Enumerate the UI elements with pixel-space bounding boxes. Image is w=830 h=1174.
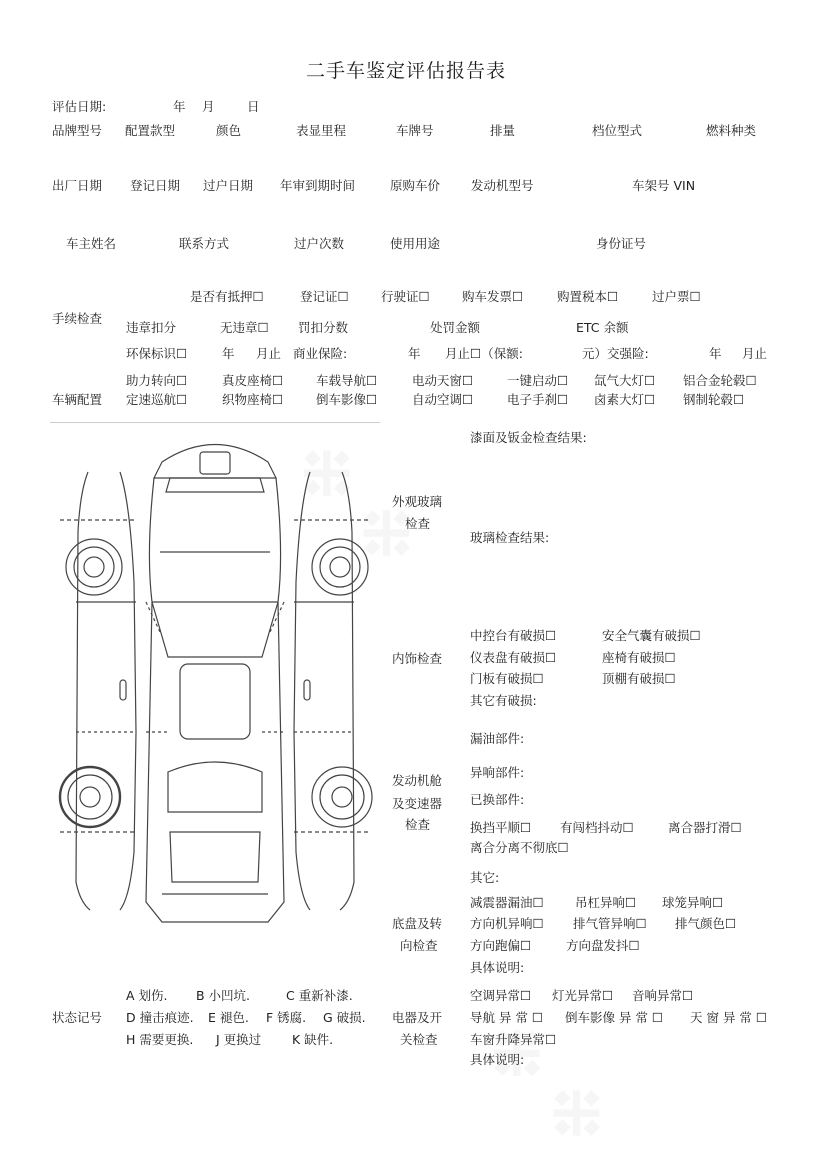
field-owner-name: 车主姓名 <box>66 236 117 251</box>
checkbox-steel-wheel[interactable]: 钢制轮毂☐ <box>683 392 745 407</box>
glass-result-label: 玻璃检查结果: <box>470 530 550 545</box>
checkbox-auto-ac[interactable]: 自动空调☐ <box>412 392 474 407</box>
field-usage: 使用用途 <box>390 236 441 251</box>
checkbox-nav-abnormal[interactable]: 导航 异 常 ☐ <box>470 1010 544 1025</box>
field-config: 配置款型 <box>125 123 176 138</box>
status-mark-k: K 缺件. <box>292 1032 334 1047</box>
etc-balance: ETC 余额 <box>576 320 629 335</box>
status-label: 状态记号 <box>52 1010 103 1025</box>
checkbox-shift-shake[interactable]: 有闯档抖动☐ <box>560 820 634 835</box>
field-register-date: 登记日期 <box>130 178 181 193</box>
checkbox-suspension-noise[interactable]: 吊杠异响☐ <box>575 895 637 910</box>
date-label: 评估日期: <box>52 99 107 114</box>
field-original-price: 原购车价 <box>390 178 441 193</box>
status-mark-f: F 锈腐. <box>266 1010 307 1025</box>
checkbox-steering-pull[interactable]: 方向跑偏☐ <box>470 938 532 953</box>
field-gearbox: 档位型式 <box>592 123 643 138</box>
field-plate: 车牌号 <box>396 123 434 138</box>
checkbox-xenon-light[interactable]: 氙气大灯☐ <box>594 373 656 388</box>
field-fuel: 燃料种类 <box>706 123 757 138</box>
engine-label-line2: 及变速器 <box>392 796 443 811</box>
checkbox-env-label[interactable]: 环保标识☐ <box>126 346 188 361</box>
status-mark-g: G 破损. <box>323 1010 366 1025</box>
date-month: 月 <box>202 99 215 114</box>
status-mark-j: J 更换过 <box>216 1032 262 1047</box>
checkbox-insurance-until[interactable]: 月止☐（保额: <box>445 346 523 361</box>
field-transfer-date: 过户日期 <box>203 178 254 193</box>
checkbox-airbag[interactable]: 安全气囊有破损☐ <box>602 628 701 643</box>
checkbox-exhaust-noise[interactable]: 排气管异响☐ <box>573 916 647 931</box>
exterior-label-line1: 外观玻璃 <box>392 494 443 509</box>
date-day: 日 <box>247 99 260 114</box>
insurance-year: 年 <box>408 346 421 361</box>
status-mark-h: H 需要更换. <box>126 1032 194 1047</box>
checkbox-mortgage[interactable]: 是否有抵押☐ <box>190 289 264 304</box>
checkbox-clutch-separation[interactable]: 离合分离不彻底☐ <box>470 840 569 855</box>
replaced-parts: 已换部件: <box>470 792 525 807</box>
checkbox-sunroof[interactable]: 电动天窗☐ <box>412 373 474 388</box>
noise-parts: 异响部件: <box>470 765 525 780</box>
checkbox-alloy-wheel[interactable]: 铝合金轮毂☐ <box>683 373 757 388</box>
date-year: 年 <box>173 99 186 114</box>
status-mark-a: A 划伤. <box>126 988 168 1003</box>
page-title: 二手车鉴定评估报告表 <box>306 60 507 82</box>
field-inspection-due: 年审到期时间 <box>280 178 356 193</box>
checkbox-roof-lining[interactable]: 顶棚有破损☐ <box>602 671 676 686</box>
checkbox-cv-joint-noise[interactable]: 球笼异响☐ <box>662 895 724 910</box>
env-month: 月止 <box>256 346 282 361</box>
car-diagram[interactable] <box>50 432 380 932</box>
electrical-note: 具体说明: <box>470 1052 525 1067</box>
checkbox-leather-seat[interactable]: 真皮座椅☐ <box>222 373 284 388</box>
checkbox-navigation[interactable]: 车载导航☐ <box>316 373 378 388</box>
checkbox-transfer-ticket[interactable]: 过户票☐ <box>652 289 701 304</box>
checkbox-halogen-light[interactable]: 卤素大灯☐ <box>594 392 656 407</box>
status-mark-d: D 撞击痕迹. <box>126 1010 194 1025</box>
checkbox-ac-abnormal[interactable]: 空调异常☐ <box>470 988 532 1003</box>
chassis-note: 具体说明: <box>470 960 525 975</box>
engine-label-line1: 发动机舱 <box>392 773 443 788</box>
checkbox-fabric-seat[interactable]: 织物座椅☐ <box>222 392 284 407</box>
field-contact: 联系方式 <box>179 236 230 251</box>
interior-other: 其它有破损: <box>470 693 537 708</box>
field-brand-model: 品牌型号 <box>52 123 103 138</box>
checkbox-camera-abnormal[interactable]: 倒车影像 异 常 ☐ <box>565 1010 664 1025</box>
field-mileage: 表显里程 <box>296 123 347 138</box>
penalty-points: 罚扣分数 <box>298 320 349 335</box>
field-id-number: 身份证号 <box>596 236 647 251</box>
checkbox-no-violation[interactable]: 无违章☐ <box>220 320 269 335</box>
checkbox-dashboard-console[interactable]: 中控台有破损☐ <box>470 628 557 643</box>
checkbox-wheel-shake[interactable]: 方向盘发抖☐ <box>566 938 640 953</box>
field-production-date: 出厂日期 <box>52 178 103 193</box>
checkbox-steering-gear-noise[interactable]: 方向机异响☐ <box>470 916 544 931</box>
checkbox-audio-abnormal[interactable]: 音响异常☐ <box>632 988 694 1003</box>
checkbox-sunroof-abnormal[interactable]: 天 窗 异 常 ☐ <box>690 1010 768 1025</box>
section-divider <box>50 422 380 423</box>
checkbox-power-steering[interactable]: 助力转向☐ <box>126 373 188 388</box>
checkbox-door-panel[interactable]: 门板有破损☐ <box>470 671 544 686</box>
violation-points: 违章扣分 <box>126 320 177 335</box>
compulsory-month: 月止 <box>742 346 768 361</box>
checkbox-seat[interactable]: 座椅有破损☐ <box>602 650 676 665</box>
checkbox-exhaust-color[interactable]: 排气颜色☐ <box>675 916 737 931</box>
compulsory-year: 年 <box>709 346 722 361</box>
field-transfer-count: 过户次数 <box>294 236 345 251</box>
checkbox-e-handbrake[interactable]: 电子手刹☐ <box>507 392 569 407</box>
checkbox-shock-leak[interactable]: 减震器漏油☐ <box>470 895 544 910</box>
electrical-label-line2: 关检查 <box>400 1032 438 1047</box>
checkbox-clutch-slip[interactable]: 离合器打滑☐ <box>668 820 742 835</box>
compulsory-insurance: 元）交强险: <box>582 346 649 361</box>
field-displacement: 排量 <box>490 123 516 138</box>
checkbox-driving-license[interactable]: 行驶证☐ <box>381 289 430 304</box>
field-vin: 车架号 VIN <box>632 178 696 193</box>
checkbox-rear-camera[interactable]: 倒车影像☐ <box>316 392 378 407</box>
oil-leak-parts: 漏油部件: <box>470 731 525 746</box>
checkbox-keyless-start[interactable]: 一键启动☐ <box>507 373 569 388</box>
field-color: 颜色 <box>216 123 242 138</box>
checkbox-purchase-tax[interactable]: 购置税本☐ <box>557 289 619 304</box>
env-year: 年 <box>222 346 235 361</box>
engine-other: 其它: <box>470 870 500 885</box>
paint-result-label: 漆面及钣金检查结果: <box>470 430 587 445</box>
config-label: 车辆配置 <box>52 392 103 407</box>
procedure-label: 手续检查 <box>52 311 103 326</box>
penalty-amount: 处罚金额 <box>430 320 481 335</box>
checkbox-smooth-shift[interactable]: 换挡平顺☐ <box>470 820 532 835</box>
exterior-label-line2: 检查 <box>405 516 431 531</box>
checkbox-register-cert[interactable]: 登记证☐ <box>300 289 349 304</box>
chassis-label-line1: 底盘及转 <box>392 916 443 931</box>
status-mark-e: E 褪色. <box>208 1010 249 1025</box>
commercial-insurance: 商业保险: <box>293 346 348 361</box>
checkbox-window-abnormal[interactable]: 车窗升降异常☐ <box>470 1032 557 1047</box>
electrical-label-line1: 电器及开 <box>392 1010 443 1025</box>
status-mark-c: C 重新补漆. <box>286 988 353 1003</box>
chassis-label-line2: 向检查 <box>400 938 438 953</box>
engine-label-line3: 检查 <box>405 817 431 832</box>
field-engine-model: 发动机型号 <box>471 178 534 193</box>
checkbox-cruise-control[interactable]: 定速巡航☐ <box>126 392 188 407</box>
checkbox-purchase-invoice[interactable]: 购车发票☐ <box>462 289 524 304</box>
interior-label: 内饰检查 <box>392 651 443 666</box>
status-mark-b: B 小凹坑. <box>196 988 251 1003</box>
checkbox-light-abnormal[interactable]: 灯光异常☐ <box>552 988 614 1003</box>
checkbox-instrument-panel[interactable]: 仪表盘有破损☐ <box>470 650 557 665</box>
